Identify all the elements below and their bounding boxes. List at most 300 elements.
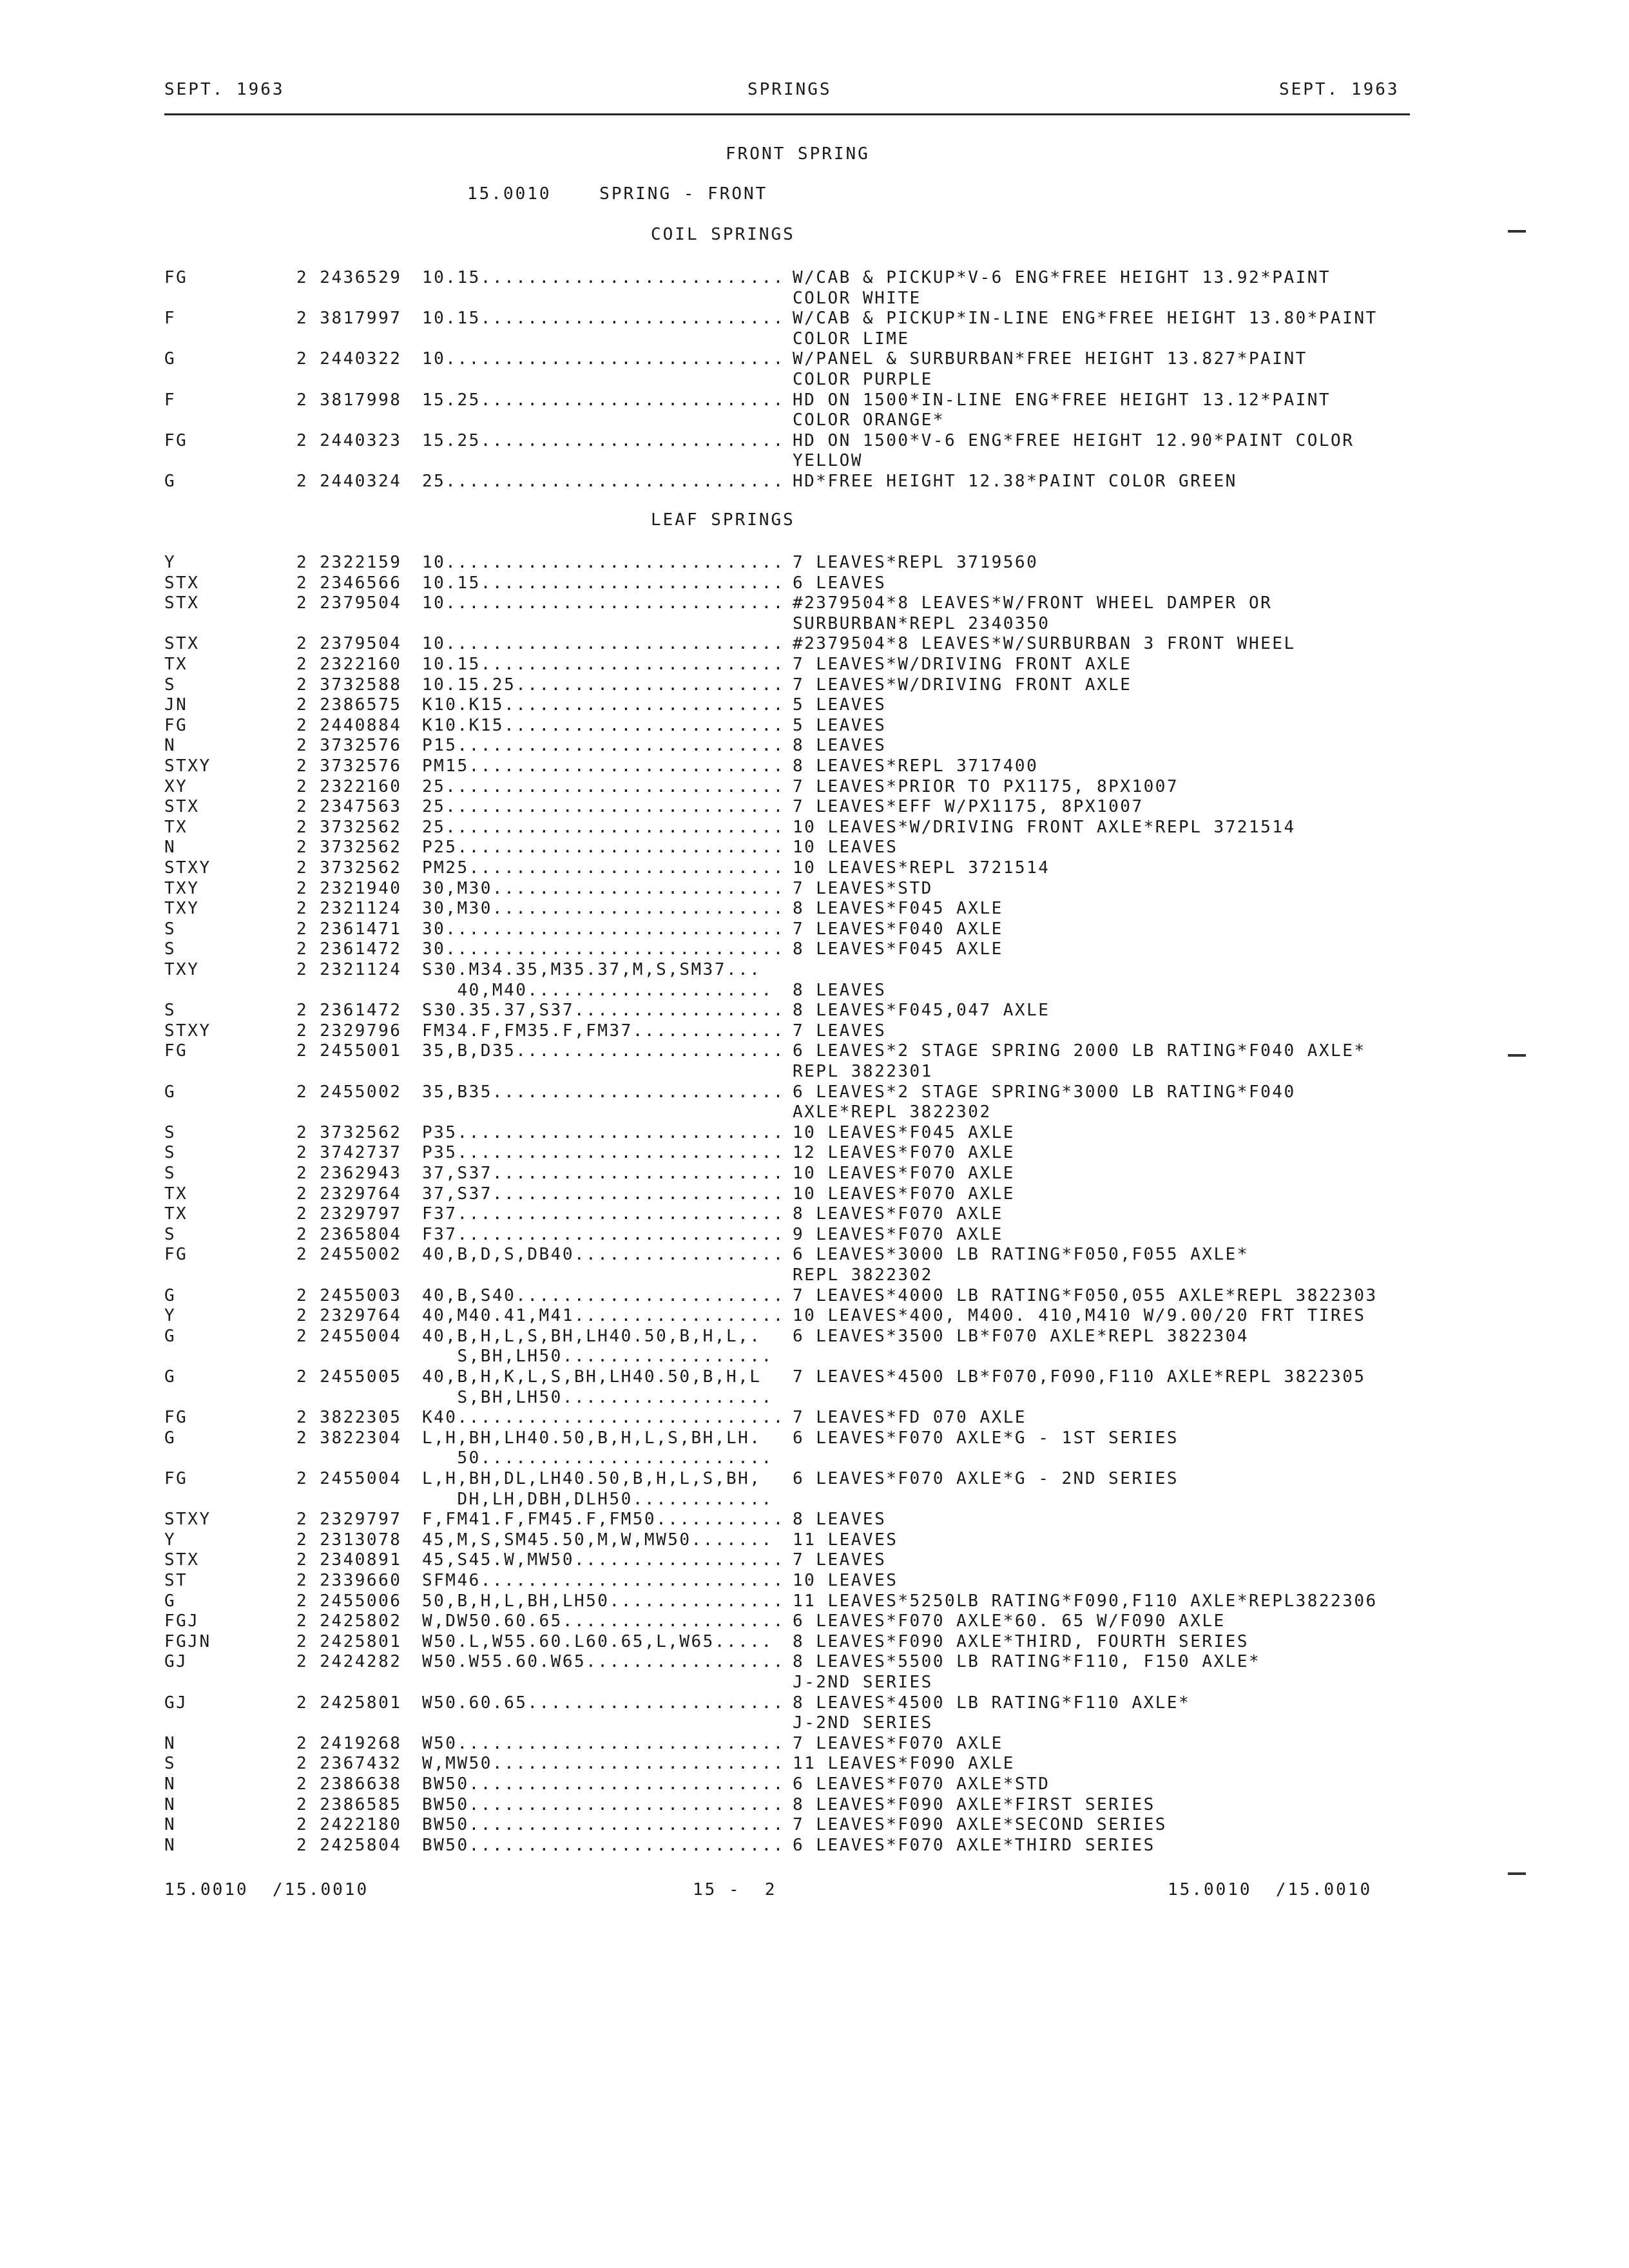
description: W/CAB & PICKUP*V-6 ENG*FREE HEIGHT 13.92*PAINT	[793, 268, 1331, 287]
application: 15.25..........................	[422, 430, 785, 450]
model-code: STXY	[164, 858, 211, 878]
table-row	[0, 1490, 1629, 1510]
table-row	[0, 1774, 1629, 1794]
table-row	[0, 655, 1629, 675]
table-row	[0, 756, 1629, 776]
model-code: GJ	[164, 1693, 188, 1713]
application: 10.15..........................	[422, 309, 785, 329]
description: COLOR ORANGE*	[793, 410, 945, 430]
margin-mark	[1508, 1054, 1526, 1057]
part-number: 2 2440323	[296, 430, 402, 450]
part-number: 2 3732576	[296, 756, 402, 776]
application: 35,B,D35.......................	[422, 1041, 785, 1061]
model-code: TX	[164, 1204, 188, 1224]
model-code: FG	[164, 268, 188, 287]
table-row	[0, 1123, 1629, 1143]
part-number: 2 2386585	[296, 1794, 402, 1814]
description: 10 LEAVES*REPL 3721514	[793, 858, 1050, 878]
application: 45,M,S,SM45.50,M,W,MW50.......	[422, 1530, 773, 1550]
part-number: 2 3732588	[296, 675, 402, 695]
application: 30.............................	[422, 919, 785, 939]
table-row	[0, 1306, 1629, 1326]
part-number: 2 2379504	[296, 634, 402, 654]
description: HD ON 1500*V-6 ENG*FREE HEIGHT 12.90*PAINT COLOR	[793, 430, 1354, 450]
application: 25.............................	[422, 776, 785, 796]
part-number: 2 2321124	[296, 960, 402, 979]
model-code: N	[164, 1774, 177, 1794]
application: W50............................	[422, 1733, 785, 1753]
description: COLOR LIME	[793, 329, 910, 349]
application: 10.............................	[422, 553, 785, 572]
description: 6 LEAVES*F070 AXLE*THIRD SERIES	[793, 1835, 1155, 1855]
application: DH,LH,DBH,DLH50............	[422, 1489, 773, 1509]
application: BW50...........................	[422, 1794, 785, 1814]
model-code: FG	[164, 715, 188, 735]
part-number: 2 2455005	[296, 1367, 402, 1387]
footer-ref-right: 15.0010 /15.0010	[1168, 1880, 1373, 1899]
model-code: G	[164, 1428, 177, 1448]
model-code: G	[164, 1326, 177, 1346]
model-code: JN	[164, 695, 188, 715]
table-row	[0, 1734, 1629, 1754]
description: YELLOW	[793, 451, 863, 471]
application: 10.15..........................	[422, 268, 785, 287]
model-code: Y	[164, 1530, 177, 1550]
table-row	[0, 797, 1629, 817]
table-row	[0, 329, 1629, 349]
description: 10 LEAVES	[793, 1571, 898, 1590]
model-code: N	[164, 1733, 177, 1753]
model-code: S	[164, 1224, 177, 1244]
application: BW50...........................	[422, 1815, 785, 1835]
application: 10.15.25.......................	[422, 675, 785, 695]
part-number: 2 2322159	[296, 553, 402, 572]
application: FM34.F,FM35.F,FM37.............	[422, 1021, 785, 1041]
application: 25.............................	[422, 797, 785, 817]
model-code: FGJN	[164, 1631, 211, 1651]
description: 7 LEAVES*4000 LB RATING*F050,055 AXLE*REPL 3822303	[793, 1285, 1378, 1305]
table-row	[0, 431, 1629, 451]
application: F37............................	[422, 1204, 785, 1224]
part-number: 2 3817998	[296, 390, 402, 410]
description: 7 LEAVES*REPL 3719560	[793, 553, 1039, 572]
description: J-2ND SERIES	[793, 1713, 933, 1733]
table-row	[0, 1388, 1629, 1408]
leaf-springs-heading: LEAF SPRINGS	[651, 510, 795, 530]
application: W50.60.65......................	[422, 1693, 785, 1713]
model-code: S	[164, 1001, 177, 1021]
part-number: 2 2322160	[296, 776, 402, 796]
model-code: N	[164, 1794, 177, 1814]
application: 30,M30.........................	[422, 899, 785, 919]
application: K10.K15........................	[422, 695, 785, 715]
part-number: 2 3822304	[296, 1428, 402, 1448]
description: 8 LEAVES*F045 AXLE	[793, 899, 1003, 919]
table-row	[0, 1286, 1629, 1306]
description: #2379504*8 LEAVES*W/FRONT WHEEL DAMPER OR	[793, 593, 1273, 613]
description: 8 LEAVES	[793, 980, 887, 1000]
model-code: G	[164, 1591, 177, 1611]
table-row	[0, 472, 1629, 492]
table-row	[0, 1550, 1629, 1570]
description: W/CAB & PICKUP*IN-LINE ENG*FREE HEIGHT 13.80*PAINT	[793, 309, 1378, 329]
table-row	[0, 1428, 1629, 1448]
part-number: 2 2419268	[296, 1733, 402, 1753]
part-number: 2 2340891	[296, 1550, 402, 1570]
application: L,H,BH,DL,LH40.50,B,H,L,S,BH,	[422, 1469, 762, 1488]
description: J-2ND SERIES	[793, 1673, 933, 1692]
model-code: S	[164, 939, 177, 959]
table-row	[0, 1591, 1629, 1611]
part-number: 2 2329797	[296, 1510, 402, 1530]
description: 11 LEAVES*F090 AXLE	[793, 1754, 1015, 1774]
table-row	[0, 1245, 1629, 1265]
part-number: 2 2379504	[296, 593, 402, 613]
header-date-right: SEPT. 1963	[1279, 80, 1400, 99]
part-number: 2 2361472	[296, 939, 402, 959]
description: 8 LEAVES*5500 LB RATING*F110, F150 AXLE*	[793, 1652, 1261, 1672]
description: 7 LEAVES*F070 AXLE	[793, 1733, 1003, 1753]
description: 7 LEAVES*FD 070 AXLE	[793, 1408, 1027, 1428]
model-code: FG	[164, 1469, 188, 1488]
description: HD*FREE HEIGHT 12.38*PAINT COLOR GREEN	[793, 472, 1237, 491]
group-title: 15.0010 SPRING - FRONT	[467, 184, 768, 204]
part-number: 2 2440884	[296, 715, 402, 735]
part-number: 2 2347563	[296, 797, 402, 817]
model-code: G	[164, 1285, 177, 1305]
table-row	[0, 1530, 1629, 1550]
description: 10 LEAVES*F045 AXLE	[793, 1122, 1015, 1142]
table-row	[0, 451, 1629, 471]
description: COLOR PURPLE	[793, 370, 933, 389]
application: 40,B,D,S,DB40..................	[422, 1245, 785, 1265]
application: P25............................	[422, 838, 785, 858]
application: 37,S37.........................	[422, 1164, 785, 1183]
application: F,FM41.F,FM45.F,FM50...........	[422, 1510, 785, 1530]
model-code: TXY	[164, 878, 200, 898]
part-number: 2 2329764	[296, 1184, 402, 1204]
header-rule	[164, 113, 1410, 115]
application: 40,B,H,K,L,S,BH,LH40.50,B,H,L	[422, 1367, 762, 1387]
application: 10.............................	[422, 593, 785, 613]
table-row	[0, 1713, 1629, 1733]
model-code: TX	[164, 655, 188, 674]
model-code: S	[164, 1143, 177, 1163]
application: S30.M34.35,M35.37,M,S,SM37...	[422, 960, 762, 979]
description: HD ON 1500*IN-LINE ENG*FREE HEIGHT 13.12*PAINT	[793, 390, 1331, 410]
model-code: STXY	[164, 1510, 211, 1530]
description: 7 LEAVES*F090 AXLE*SECOND SERIES	[793, 1815, 1167, 1835]
description: 7 LEAVES*STD	[793, 878, 933, 898]
model-code: FG	[164, 1041, 188, 1061]
table-row	[0, 695, 1629, 715]
table-row	[0, 1815, 1629, 1835]
application: S,BH,LH50..................	[422, 1347, 773, 1367]
table-row	[0, 818, 1629, 838]
part-number: 2 2329764	[296, 1306, 402, 1326]
application: K40............................	[422, 1408, 785, 1428]
model-code: FG	[164, 430, 188, 450]
description: 7 LEAVES*W/DRIVING FRONT AXLE	[793, 675, 1132, 695]
application: 25.............................	[422, 817, 785, 837]
table-row	[0, 981, 1629, 1001]
application: 15.25..........................	[422, 390, 785, 410]
part-number: 2 2386575	[296, 695, 402, 715]
part-number: 2 2455001	[296, 1041, 402, 1061]
part-number: 2 2362943	[296, 1164, 402, 1183]
part-number: 2 2425802	[296, 1611, 402, 1631]
application: PM25...........................	[422, 858, 785, 878]
description: 6 LEAVES*3000 LB RATING*F050,F055 AXLE*	[793, 1245, 1249, 1265]
table-row	[0, 1184, 1629, 1204]
table-row	[0, 777, 1629, 797]
table-row	[0, 716, 1629, 736]
application: 10.............................	[422, 349, 785, 369]
model-code: N	[164, 838, 177, 858]
model-code: F	[164, 390, 177, 410]
application: W50.W55.60.W65.................	[422, 1652, 785, 1672]
description: 8 LEAVES*F090 AXLE*FIRST SERIES	[793, 1794, 1155, 1814]
model-code: G	[164, 1082, 177, 1102]
model-code: S	[164, 1122, 177, 1142]
part-number: 2 2455002	[296, 1082, 402, 1102]
application: S,BH,LH50..................	[422, 1387, 773, 1407]
model-code: FG	[164, 1245, 188, 1265]
table-row	[0, 1693, 1629, 1713]
part-number: 2 3732576	[296, 736, 402, 756]
table-row	[0, 1632, 1629, 1652]
coil-springs-heading: COIL SPRINGS	[651, 225, 795, 244]
model-code: STXY	[164, 1021, 211, 1041]
application: BW50...........................	[422, 1774, 785, 1794]
part-number: 2 2455002	[296, 1245, 402, 1265]
model-code: N	[164, 1815, 177, 1835]
table-row	[0, 1143, 1629, 1163]
table-row	[0, 939, 1629, 959]
description: COLOR WHITE	[793, 288, 921, 308]
application: 40,B,H,L,S,BH,LH40.50,B,H,L,.	[422, 1326, 762, 1346]
description: 8 LEAVES*F045,047 AXLE	[793, 1001, 1050, 1021]
table-row	[0, 410, 1629, 430]
part-number: 2 2436529	[296, 268, 402, 287]
description: 10 LEAVES*400, M400. 410,M410 W/9.00/20 FRT TIRES	[793, 1306, 1366, 1326]
table-row	[0, 1836, 1629, 1856]
model-code: G	[164, 349, 177, 369]
description: 7 LEAVES*4500 LB*F070,F090,F110 AXLE*REPL 3822305	[793, 1367, 1366, 1387]
header-section: SPRINGS	[747, 80, 832, 99]
application: 50.........................	[422, 1448, 773, 1468]
part-number: 2 2367432	[296, 1754, 402, 1774]
table-row	[0, 1164, 1629, 1184]
part-number: 2 2425801	[296, 1693, 402, 1713]
description: 11 LEAVES	[793, 1530, 898, 1550]
description: 10 LEAVES*F070 AXLE	[793, 1184, 1015, 1204]
part-number: 2 3817997	[296, 309, 402, 329]
application: P35............................	[422, 1122, 785, 1142]
margin-mark	[1508, 230, 1526, 233]
model-code: XY	[164, 776, 188, 796]
table-row	[0, 390, 1629, 410]
part-number: 2 3732562	[296, 838, 402, 858]
table-row	[0, 1102, 1629, 1122]
description: 6 LEAVES*2 STAGE SPRING 2000 LB RATING*F040 AXLE*	[793, 1041, 1366, 1061]
table-row	[0, 675, 1629, 695]
table-row	[0, 349, 1629, 369]
description: 7 LEAVES*EFF W/PX1175, 8PX1007	[793, 797, 1144, 817]
application: 50,B,H,L,BH,LH50...............	[422, 1591, 785, 1611]
model-code: S	[164, 1754, 177, 1774]
section-title: FRONT SPRING	[726, 144, 870, 164]
part-number: 2 3822305	[296, 1408, 402, 1428]
model-code: GJ	[164, 1652, 188, 1672]
table-row	[0, 593, 1629, 613]
table-row	[0, 1611, 1629, 1631]
model-code: TX	[164, 817, 188, 837]
model-code: STX	[164, 573, 200, 593]
table-row	[0, 879, 1629, 899]
table-row	[0, 919, 1629, 939]
application: L,H,BH,LH40.50,B,H,L,S,BH,LH.	[422, 1428, 762, 1448]
model-code: STX	[164, 1550, 200, 1570]
part-number: 2 2386638	[296, 1774, 402, 1794]
description: 9 LEAVES*F070 AXLE	[793, 1224, 1003, 1244]
application: 40,M40.....................	[422, 980, 773, 1000]
model-code: Y	[164, 1306, 177, 1326]
description: 8 LEAVES*4500 LB RATING*F110 AXLE*	[793, 1693, 1191, 1713]
model-code: STX	[164, 634, 200, 654]
description: 6 LEAVES*F070 AXLE*G - 2ND SERIES	[793, 1469, 1179, 1488]
application: 37,S37.........................	[422, 1184, 785, 1204]
application: 10.15..........................	[422, 573, 785, 593]
table-row	[0, 838, 1629, 858]
part-number: 2 2321124	[296, 899, 402, 919]
model-code: S	[164, 919, 177, 939]
application: 35,B35.........................	[422, 1082, 785, 1102]
description: 8 LEAVES*F090 AXLE*THIRD, FOURTH SERIES	[793, 1631, 1249, 1651]
description: REPL 3822301	[793, 1062, 933, 1081]
description: 7 LEAVES	[793, 1021, 887, 1041]
table-row	[0, 1021, 1629, 1041]
description: 6 LEAVES*3500 LB*F070 AXLE*REPL 3822304	[793, 1326, 1249, 1346]
table-row	[0, 1408, 1629, 1428]
application: S30.35.37,S37..................	[422, 1001, 785, 1021]
part-number: 2 2313078	[296, 1530, 402, 1550]
application: P35............................	[422, 1143, 785, 1163]
application: 30.............................	[422, 939, 785, 959]
description: 10 LEAVES*W/DRIVING FRONT AXLE*REPL 3721514	[793, 817, 1296, 837]
description: SURBURBAN*REPL 2340350	[793, 613, 1050, 633]
table-row	[0, 1510, 1629, 1530]
table-row	[0, 1041, 1629, 1061]
description: 7 LEAVES*W/DRIVING FRONT AXLE	[793, 655, 1132, 674]
footer-page-number: 15 - 2	[693, 1880, 777, 1899]
model-code: STXY	[164, 756, 211, 776]
model-code: TXY	[164, 899, 200, 919]
part-number: 2 2346566	[296, 573, 402, 593]
model-code: FGJ	[164, 1611, 200, 1631]
table-row	[0, 899, 1629, 919]
description: 6 LEAVES	[793, 573, 887, 593]
model-code: STX	[164, 593, 200, 613]
model-code: ST	[164, 1571, 188, 1590]
margin-mark	[1508, 1872, 1526, 1875]
model-code: N	[164, 1835, 177, 1855]
model-code: N	[164, 736, 177, 756]
model-code: TXY	[164, 960, 200, 979]
application: 45,S45.W,MW50..................	[422, 1550, 785, 1570]
header-date-left: SEPT. 1963	[164, 80, 285, 99]
table-row	[0, 858, 1629, 878]
application: W,DW50.60.65...................	[422, 1611, 785, 1631]
table-row	[0, 960, 1629, 980]
application: 40,B,S40.......................	[422, 1285, 785, 1305]
table-row	[0, 1327, 1629, 1347]
description: #2379504*8 LEAVES*W/SURBURBAN 3 FRONT WHEEL	[793, 634, 1296, 654]
table-row	[0, 1448, 1629, 1468]
part-number: 2 2425804	[296, 1835, 402, 1855]
table-row	[0, 1001, 1629, 1021]
part-number: 2 2339660	[296, 1571, 402, 1590]
table-row	[0, 573, 1629, 593]
table-row	[0, 1082, 1629, 1102]
description: 5 LEAVES	[793, 695, 887, 715]
table-row	[0, 289, 1629, 309]
table-row	[0, 268, 1629, 288]
table-row	[0, 1571, 1629, 1591]
table-row	[0, 309, 1629, 329]
table-row	[0, 1062, 1629, 1082]
part-number: 2 2361471	[296, 919, 402, 939]
description: 8 LEAVES*F070 AXLE	[793, 1204, 1003, 1224]
part-number: 2 2422180	[296, 1815, 402, 1835]
table-row	[0, 634, 1629, 654]
description: 5 LEAVES	[793, 715, 887, 735]
table-row	[0, 1265, 1629, 1285]
part-number: 2 3742737	[296, 1143, 402, 1163]
part-number: 2 3732562	[296, 1122, 402, 1142]
description: 6 LEAVES*F070 AXLE*G - 1ST SERIES	[793, 1428, 1179, 1448]
part-number: 2 2329796	[296, 1021, 402, 1041]
part-number: 2 2365804	[296, 1224, 402, 1244]
model-code: G	[164, 1367, 177, 1387]
model-code: TX	[164, 1184, 188, 1204]
application: 10.15..........................	[422, 655, 785, 674]
table-row	[0, 1652, 1629, 1672]
application: BW50...........................	[422, 1835, 785, 1855]
table-row	[0, 553, 1629, 573]
description: W/PANEL & SURBURBAN*FREE HEIGHT 13.827*PAINT	[793, 349, 1307, 369]
part-number: 2 2424282	[296, 1652, 402, 1672]
model-code: S	[164, 1164, 177, 1183]
description: 6 LEAVES*F070 AXLE*STD	[793, 1774, 1050, 1794]
application: SFM46..........................	[422, 1571, 785, 1590]
model-code: F	[164, 309, 177, 329]
description: 6 LEAVES*2 STAGE SPRING*3000 LB RATING*F040	[793, 1082, 1296, 1102]
part-number: 2 2455004	[296, 1469, 402, 1488]
model-code: S	[164, 675, 177, 695]
application: K10.K15........................	[422, 715, 785, 735]
application: W50.L,W55.60.L60.65,L,W65.....	[422, 1631, 773, 1651]
model-code: STX	[164, 797, 200, 817]
description: 10 LEAVES*F070 AXLE	[793, 1164, 1015, 1183]
application: F37............................	[422, 1224, 785, 1244]
part-number: 2 2322160	[296, 655, 402, 674]
model-code: Y	[164, 553, 177, 572]
description: 11 LEAVES*5250LB RATING*F090,F110 AXLE*REPL3822306	[793, 1591, 1378, 1611]
description: 8 LEAVES	[793, 736, 887, 756]
part-number: 2 2455006	[296, 1591, 402, 1611]
description: AXLE*REPL 3822302	[793, 1102, 992, 1122]
